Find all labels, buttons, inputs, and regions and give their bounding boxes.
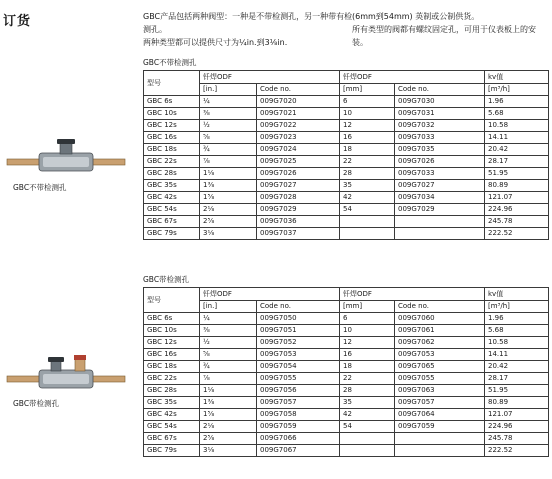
table-row bbox=[144, 349, 549, 361]
cell-model: GBC 10s bbox=[144, 108, 200, 120]
cell-odf-inch: ¾ bbox=[200, 144, 257, 156]
cell-code-mm: 009G7062 bbox=[395, 337, 485, 349]
cell-kv: 14.11 bbox=[485, 132, 549, 144]
cell-code-inch: 009G7054 bbox=[257, 361, 340, 373]
cell-kv: 10.58 bbox=[485, 337, 549, 349]
cell-code-inch: 009G7020 bbox=[257, 96, 340, 108]
cell-code-mm: 009G7030 bbox=[395, 96, 485, 108]
table-row bbox=[144, 385, 549, 397]
cell-model: GBC 42s bbox=[144, 409, 200, 421]
cell-odf-inch: 1⅛ bbox=[200, 168, 257, 180]
cell-kv: 28.17 bbox=[485, 156, 549, 168]
table-row bbox=[144, 445, 549, 457]
header-odf-inch: 钎焊ODF bbox=[200, 71, 340, 84]
cell-odf-inch: 1⅝ bbox=[200, 409, 257, 421]
header-model: 型号 bbox=[144, 288, 200, 313]
cell-code-mm: 009G7060 bbox=[395, 313, 485, 325]
header-model: 型号 bbox=[144, 71, 200, 96]
cell-code-mm: 009G7034 bbox=[395, 192, 485, 204]
cell-code-inch: 009G7051 bbox=[257, 325, 340, 337]
cell-code-inch: 009G7057 bbox=[257, 397, 340, 409]
cell-odf-inch: ½ bbox=[200, 120, 257, 132]
cell-code-inch: 009G7050 bbox=[257, 313, 340, 325]
cell-model: GBC 22s bbox=[144, 373, 200, 385]
table-row bbox=[144, 325, 549, 337]
table-row bbox=[144, 192, 549, 204]
cell-odf-inch: ⅜ bbox=[200, 325, 257, 337]
intro-line: 两种类型都可以提供尺寸为¼in.到3⅛in. bbox=[143, 38, 288, 47]
cell-odf-inch: ¼ bbox=[200, 96, 257, 108]
cell-odf-mm: 22 bbox=[340, 156, 395, 168]
cell-odf-inch: 1⅜ bbox=[200, 397, 257, 409]
spec-table-with-port bbox=[143, 287, 549, 457]
cell-odf-inch: 3⅛ bbox=[200, 445, 257, 457]
table-row bbox=[144, 204, 549, 216]
cell-odf-mm: 12 bbox=[340, 120, 395, 132]
cell-odf-mm: 18 bbox=[340, 144, 395, 156]
cell-kv: 245.78 bbox=[485, 433, 549, 445]
table-row bbox=[144, 373, 549, 385]
cell-odf-inch: 2⅛ bbox=[200, 204, 257, 216]
header-code-no: Code no. bbox=[395, 301, 485, 313]
intro-line: 所有类型的阀都有螺纹固定孔，可用于仪表板上的安装。 bbox=[352, 25, 536, 47]
table-row bbox=[144, 156, 549, 168]
table-row bbox=[144, 168, 549, 180]
cell-code-mm: 009G7027 bbox=[395, 180, 485, 192]
spec-table-no-port bbox=[143, 70, 549, 240]
cell-odf-inch: 2⅝ bbox=[200, 216, 257, 228]
cell-odf-mm: 10 bbox=[340, 108, 395, 120]
cell-kv: 1.96 bbox=[485, 313, 549, 325]
cell-odf-mm: 10 bbox=[340, 325, 395, 337]
cell-code-mm: 009G7061 bbox=[395, 325, 485, 337]
cell-code-inch: 009G7055 bbox=[257, 373, 340, 385]
table-row bbox=[144, 108, 549, 120]
figure-caption: GBC带检测孔 bbox=[13, 399, 60, 408]
cell-code-mm: 009G7065 bbox=[395, 361, 485, 373]
cell-code-inch: 009G7024 bbox=[257, 144, 340, 156]
table-row bbox=[144, 96, 549, 108]
cell-code-mm: 009G7033 bbox=[395, 168, 485, 180]
cell-kv: 121.07 bbox=[485, 192, 549, 204]
cell-odf-inch: 1⅜ bbox=[200, 180, 257, 192]
cell-odf-mm bbox=[340, 216, 395, 228]
cell-model: GBC 79s bbox=[144, 228, 200, 240]
cell-code-mm: 009G7033 bbox=[395, 132, 485, 144]
cell-code-inch: 009G7037 bbox=[257, 228, 340, 240]
header-code-no: Code no. bbox=[257, 301, 340, 313]
cell-odf-inch: 3⅛ bbox=[200, 228, 257, 240]
cell-odf-mm: 54 bbox=[340, 421, 395, 433]
cell-code-mm bbox=[395, 228, 485, 240]
cell-code-mm: 009G7031 bbox=[395, 108, 485, 120]
cell-odf-mm bbox=[340, 433, 395, 445]
section-title-with-port: GBC带检测孔 bbox=[143, 275, 190, 284]
cell-model: GBC 10s bbox=[144, 325, 200, 337]
header-code-no: Code no. bbox=[257, 84, 340, 96]
cell-odf-inch: ⅞ bbox=[200, 373, 257, 385]
cell-code-inch: 009G7058 bbox=[257, 409, 340, 421]
cell-kv: 121.07 bbox=[485, 409, 549, 421]
ball-valve-image bbox=[5, 136, 127, 180]
cell-odf-mm: 35 bbox=[340, 180, 395, 192]
cell-odf-mm: 28 bbox=[340, 385, 395, 397]
cell-kv: 20.42 bbox=[485, 361, 549, 373]
cell-code-inch: 009G7023 bbox=[257, 132, 340, 144]
cell-odf-inch: ⅝ bbox=[200, 132, 257, 144]
cell-odf-mm: 28 bbox=[340, 168, 395, 180]
table-row bbox=[144, 132, 549, 144]
cell-kv: 28.17 bbox=[485, 373, 549, 385]
cell-model: GBC 67s bbox=[144, 433, 200, 445]
table-row bbox=[144, 433, 549, 445]
cell-kv: 14.11 bbox=[485, 349, 549, 361]
cell-odf-mm: 42 bbox=[340, 192, 395, 204]
cell-code-inch: 009G7066 bbox=[257, 433, 340, 445]
cell-odf-mm: 22 bbox=[340, 373, 395, 385]
cell-kv: 80.89 bbox=[485, 397, 549, 409]
table-row bbox=[144, 409, 549, 421]
cell-code-mm: 009G7057 bbox=[395, 397, 485, 409]
cell-model: GBC 79s bbox=[144, 445, 200, 457]
cell-model: GBC 28s bbox=[144, 385, 200, 397]
table-row bbox=[144, 313, 549, 325]
cell-code-inch: 009G7025 bbox=[257, 156, 340, 168]
cell-model: GBC 12s bbox=[144, 337, 200, 349]
cell-odf-inch: ⅞ bbox=[200, 156, 257, 168]
header-odf-inch: 钎焊ODF bbox=[200, 288, 340, 301]
cell-code-mm bbox=[395, 216, 485, 228]
table-row bbox=[144, 337, 549, 349]
cell-kv: 51.95 bbox=[485, 385, 549, 397]
cell-odf-inch: 2⅛ bbox=[200, 421, 257, 433]
cell-kv: 1.96 bbox=[485, 96, 549, 108]
cell-odf-inch: 1⅝ bbox=[200, 192, 257, 204]
cell-model: GBC 35s bbox=[144, 180, 200, 192]
cell-odf-inch: 2⅝ bbox=[200, 433, 257, 445]
header-odf-mm: 钎焊ODF bbox=[340, 71, 485, 84]
table-row bbox=[144, 361, 549, 373]
cell-code-mm: 009G7064 bbox=[395, 409, 485, 421]
cell-odf-inch: ½ bbox=[200, 337, 257, 349]
header-odf-mm: 钎焊ODF bbox=[340, 288, 485, 301]
cell-kv: 80.89 bbox=[485, 180, 549, 192]
cell-code-mm: 009G7026 bbox=[395, 156, 485, 168]
table-row bbox=[144, 120, 549, 132]
cell-code-mm: 009G7059 bbox=[395, 421, 485, 433]
cell-code-inch: 009G7059 bbox=[257, 421, 340, 433]
cell-model: GBC 16s bbox=[144, 349, 200, 361]
header-mm-unit: [mm] bbox=[340, 301, 395, 313]
cell-kv: 20.42 bbox=[485, 144, 549, 156]
cell-kv: 5.68 bbox=[485, 108, 549, 120]
table-row bbox=[144, 144, 549, 156]
cell-model: GBC 16s bbox=[144, 132, 200, 144]
header-inch-unit: [in.] bbox=[200, 84, 257, 96]
cell-kv: 10.58 bbox=[485, 120, 549, 132]
cell-odf-mm bbox=[340, 228, 395, 240]
cell-code-mm: 009G7063 bbox=[395, 385, 485, 397]
cell-model: GBC 28s bbox=[144, 168, 200, 180]
cell-code-inch: 009G7026 bbox=[257, 168, 340, 180]
header-code-no: Code no. bbox=[395, 84, 485, 96]
cell-model: GBC 6s bbox=[144, 96, 200, 108]
cell-code-inch: 009G7052 bbox=[257, 337, 340, 349]
section-title-no-port: GBC不带检测孔 bbox=[143, 58, 197, 67]
header-kv-unit: [m³/h] bbox=[485, 84, 549, 96]
cell-model: GBC 42s bbox=[144, 192, 200, 204]
cell-code-mm: 009G7029 bbox=[395, 204, 485, 216]
cell-code-mm: 009G7055 bbox=[395, 373, 485, 385]
cell-code-mm: 009G7035 bbox=[395, 144, 485, 156]
cell-odf-mm: 18 bbox=[340, 361, 395, 373]
header-kv-unit: [m³/h] bbox=[485, 301, 549, 313]
intro-left bbox=[143, 10, 353, 49]
page-heading: 订货 bbox=[3, 14, 32, 29]
cell-odf-mm: 6 bbox=[340, 313, 395, 325]
table-row bbox=[144, 397, 549, 409]
table-row bbox=[144, 228, 549, 240]
cell-odf-mm: 12 bbox=[340, 337, 395, 349]
cell-code-inch: 009G7027 bbox=[257, 180, 340, 192]
ball-valve-with-port-image bbox=[5, 352, 127, 396]
cell-odf-inch: ¾ bbox=[200, 361, 257, 373]
cell-code-inch: 009G7036 bbox=[257, 216, 340, 228]
cell-odf-mm: 6 bbox=[340, 96, 395, 108]
cell-code-mm bbox=[395, 445, 485, 457]
cell-odf-mm: 35 bbox=[340, 397, 395, 409]
cell-odf-inch: ¼ bbox=[200, 313, 257, 325]
cell-odf-inch: 1⅛ bbox=[200, 385, 257, 397]
cell-odf-mm: 16 bbox=[340, 349, 395, 361]
cell-kv: 224.96 bbox=[485, 421, 549, 433]
header-mm-unit: [mm] bbox=[340, 84, 395, 96]
cell-code-inch: 009G7056 bbox=[257, 385, 340, 397]
cell-code-mm: 009G7053 bbox=[395, 349, 485, 361]
header-kv: kv值 bbox=[485, 288, 549, 301]
cell-odf-mm: 54 bbox=[340, 204, 395, 216]
cell-model: GBC 22s bbox=[144, 156, 200, 168]
cell-model: GBC 18s bbox=[144, 361, 200, 373]
cell-kv: 222.52 bbox=[485, 228, 549, 240]
table-row bbox=[144, 180, 549, 192]
cell-code-inch: 009G7022 bbox=[257, 120, 340, 132]
cell-kv: 224.96 bbox=[485, 204, 549, 216]
cell-model: GBC 12s bbox=[144, 120, 200, 132]
cell-code-inch: 009G7028 bbox=[257, 192, 340, 204]
header-inch-unit: [in.] bbox=[200, 301, 257, 313]
cell-model: GBC 54s bbox=[144, 421, 200, 433]
cell-odf-mm: 16 bbox=[340, 132, 395, 144]
cell-kv: 51.95 bbox=[485, 168, 549, 180]
cell-model: GBC 6s bbox=[144, 313, 200, 325]
cell-code-inch: 009G7029 bbox=[257, 204, 340, 216]
cell-odf-mm: 42 bbox=[340, 409, 395, 421]
cell-code-mm: 009G7032 bbox=[395, 120, 485, 132]
intro-line: (6mm到54mm) 英制或公制供货。 bbox=[352, 12, 480, 21]
cell-code-inch: 009G7021 bbox=[257, 108, 340, 120]
cell-code-inch: 009G7067 bbox=[257, 445, 340, 457]
intro-right bbox=[352, 10, 548, 49]
cell-model: GBC 35s bbox=[144, 397, 200, 409]
intro-line: GBC产品包括两种阀型：一种是不带检测孔，另一种带有检测孔。 bbox=[143, 12, 353, 34]
table-row bbox=[144, 421, 549, 433]
header-kv: kv值 bbox=[485, 71, 549, 84]
cell-kv: 222.52 bbox=[485, 445, 549, 457]
table-row bbox=[144, 216, 549, 228]
cell-model: GBC 67s bbox=[144, 216, 200, 228]
cell-odf-mm bbox=[340, 445, 395, 457]
figure-caption: GBC不带检测孔 bbox=[13, 183, 67, 192]
cell-code-mm bbox=[395, 433, 485, 445]
cell-code-inch: 009G7053 bbox=[257, 349, 340, 361]
cell-odf-inch: ⅝ bbox=[200, 349, 257, 361]
cell-kv: 5.68 bbox=[485, 325, 549, 337]
cell-model: GBC 18s bbox=[144, 144, 200, 156]
cell-kv: 245.78 bbox=[485, 216, 549, 228]
cell-model: GBC 54s bbox=[144, 204, 200, 216]
cell-odf-inch: ⅜ bbox=[200, 108, 257, 120]
